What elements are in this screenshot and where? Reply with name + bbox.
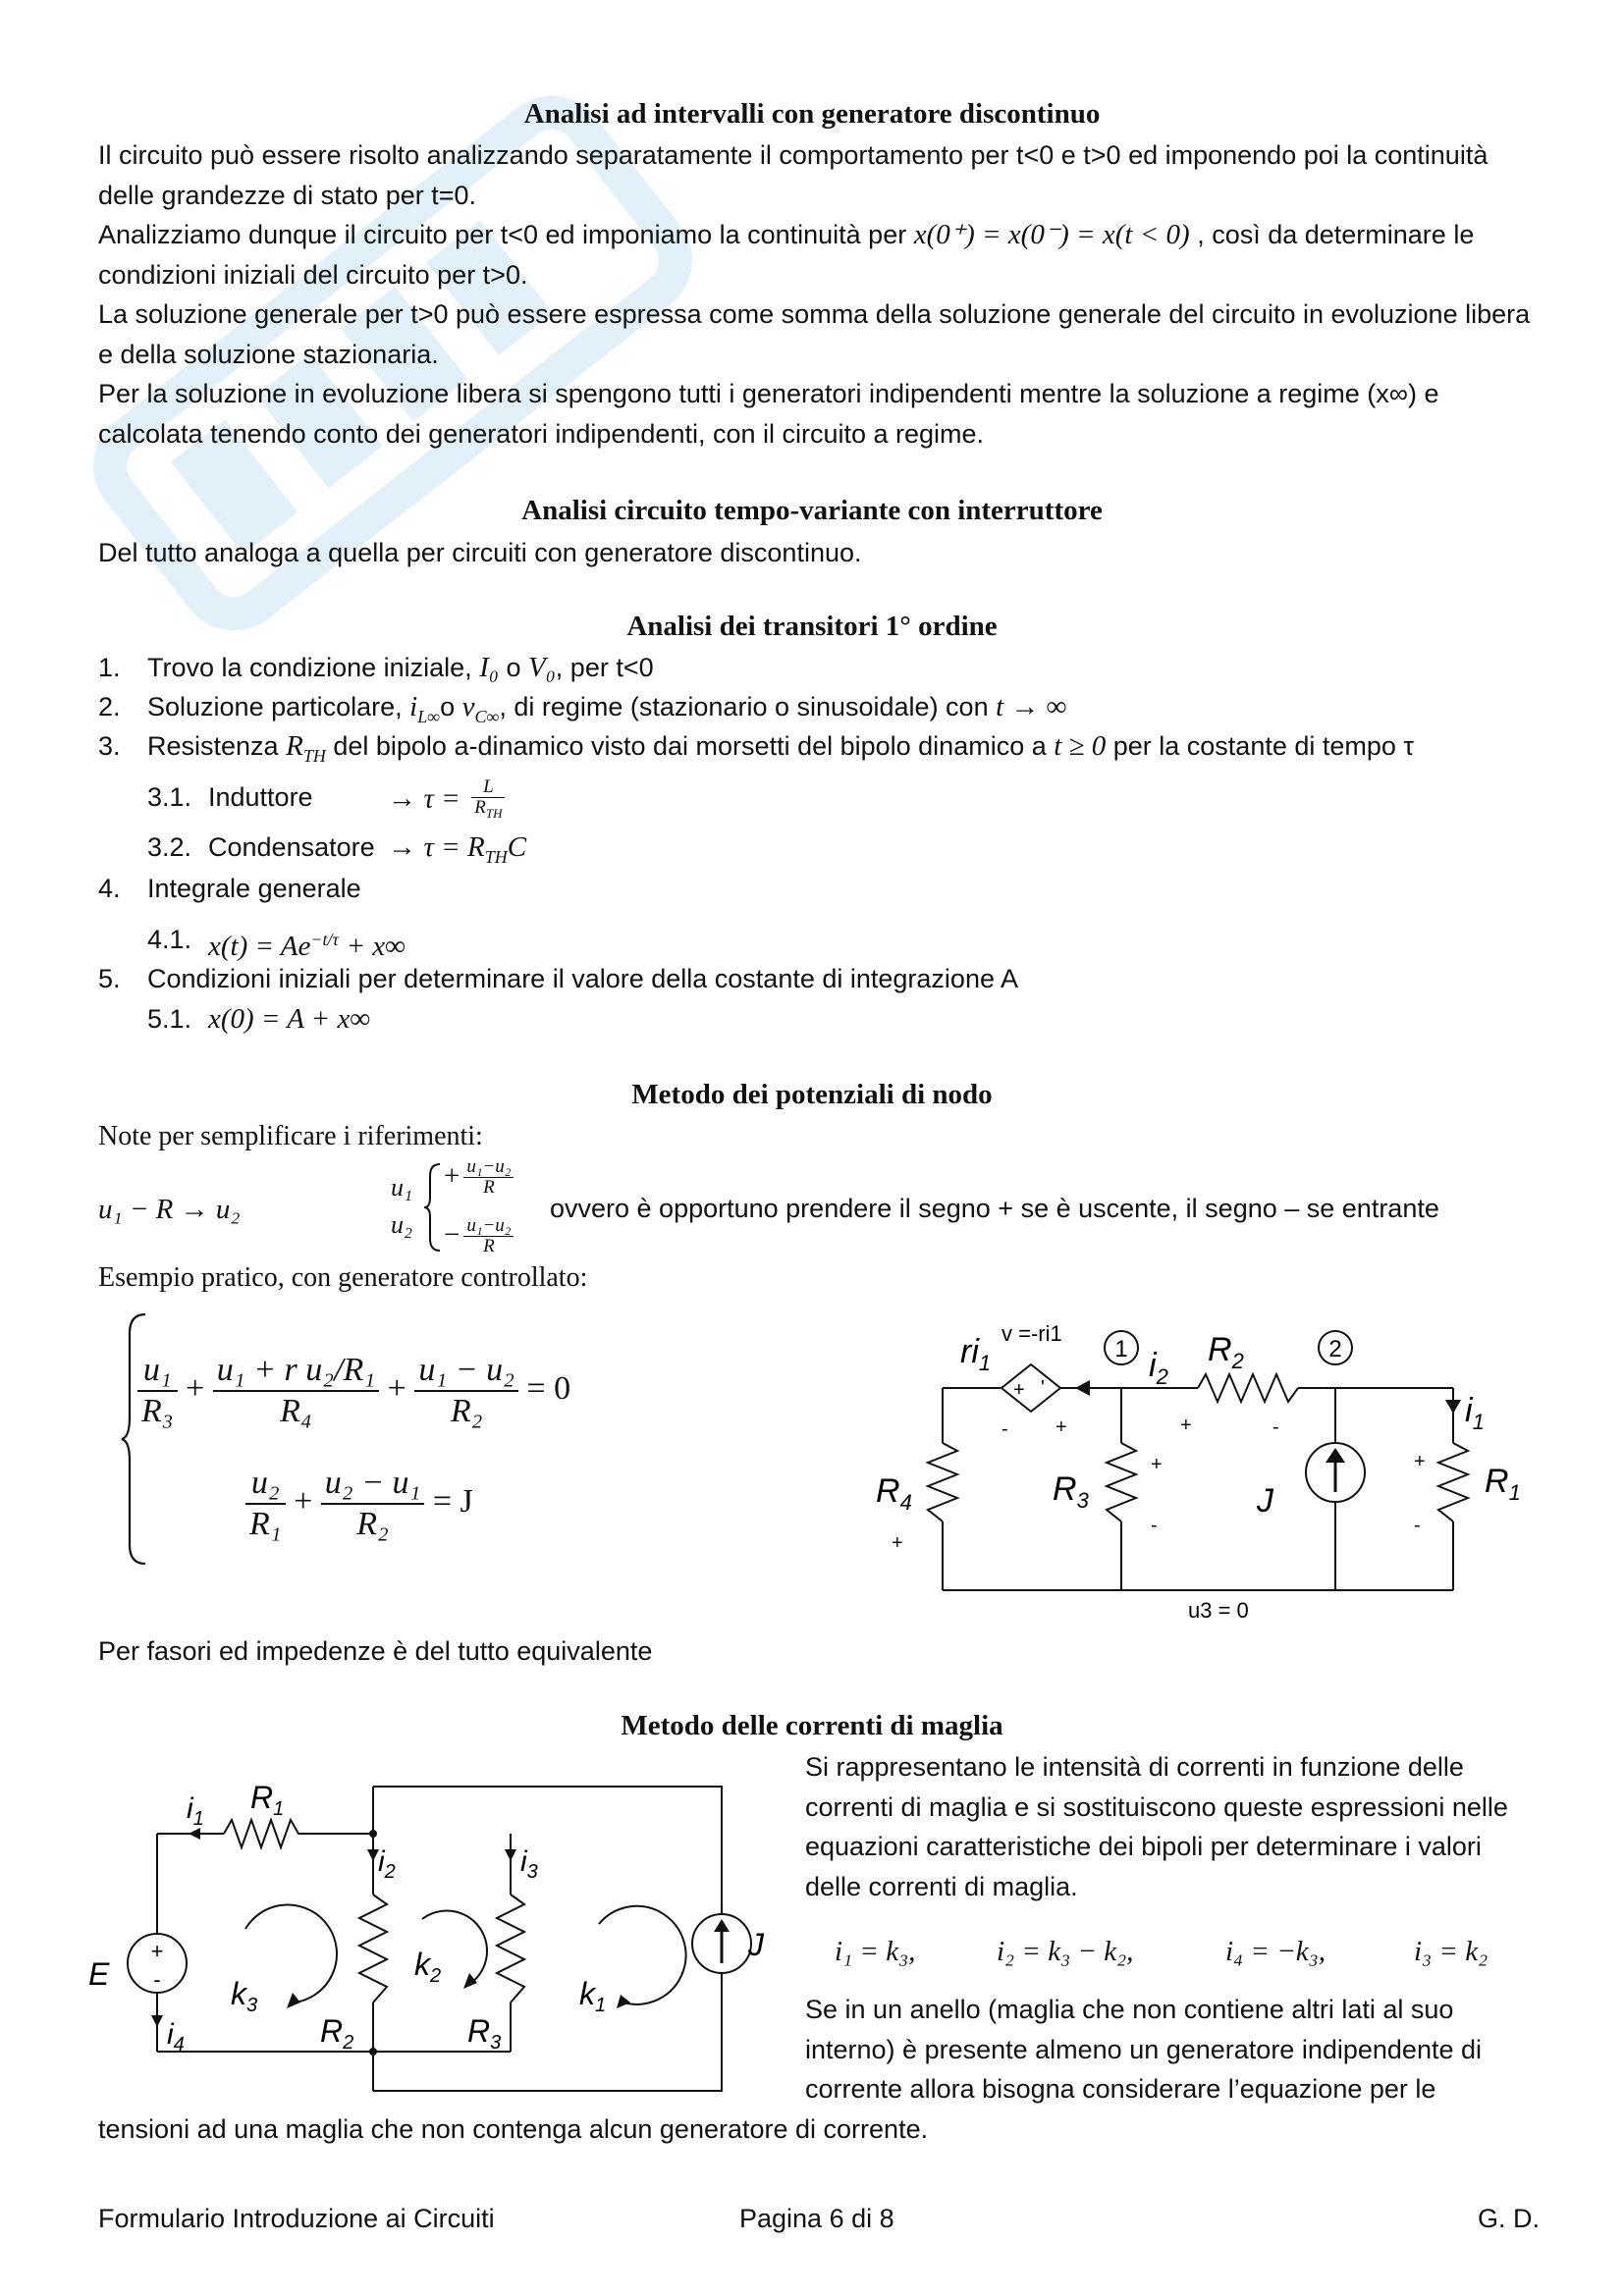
- label-v-eq: v =-ri1: [1001, 1321, 1062, 1346]
- node-1-marker: [1105, 1331, 1138, 1364]
- list-item-3-mid: del bipolo a-dinamico visto dai morsetti del bipolo dinamico a: [333, 731, 1047, 761]
- mesh-para-2: Se in un anello (maglia che non contiene altri lati al suo interno) è presente almeno un generatore indipendente di corrente allora bisogna considerare l’equazione per le: [805, 1995, 1482, 2104]
- list-number-1: 1.: [98, 653, 121, 682]
- node-rule: [98, 1190, 240, 1229]
- para-intervalli-2b: , così da determinare le condizioni iniziali del circuito per t>0.: [98, 220, 1475, 290]
- rule-brace: [424, 1162, 442, 1253]
- rule-minus-den: R: [483, 1236, 495, 1257]
- current-i3-mesh-arrow-icon: [505, 1849, 516, 1861]
- list-item-4: Integrale generale: [147, 874, 361, 903]
- rule-u2: u₂: [391, 1210, 413, 1239]
- junction-dot: [369, 2048, 377, 2056]
- mesh-label-i3: $i_3$: [520, 1845, 538, 1883]
- node-equation-system: [98, 1311, 648, 1567]
- para-intervalli-3: La soluzione generale per t>0 può essere espressa come somma della soluzione generale del circuito in evoluzione libera e della soluzione stazionaria.: [98, 299, 1531, 369]
- eq2-term2-num: u₂ − u₁: [321, 1464, 425, 1505]
- system-brace: [120, 1311, 149, 1567]
- mesh-para-3: tensioni ad una maglia che non contenga alcun generatore di corrente.: [98, 2114, 929, 2144]
- resistor-r3-icon: [1107, 1443, 1136, 1522]
- mesh-equation-3: [1225, 1932, 1326, 1971]
- mesh-k1-loop-icon: [599, 1906, 686, 2004]
- general-integral-exp: −t/τ: [310, 930, 339, 949]
- node-rule-formula: u₁ − R → u₂: [98, 1194, 241, 1225]
- mesh-eq-i1: i₁ = k₃,: [835, 1936, 916, 1967]
- current-i4-mesh-arrow-icon: [151, 2015, 163, 2027]
- list-number-2: 2.: [98, 692, 121, 721]
- tau-capacitor-base: τ = R: [423, 831, 485, 863]
- e-plus-sign: +: [150, 1939, 164, 1963]
- list-item-1-tail: , per t<0: [555, 653, 654, 682]
- mesh-label-k2: $k_2$: [414, 1947, 442, 1987]
- current-source-j-mesh-icon: [692, 1914, 751, 1973]
- list-number-5-1: 5.1.: [147, 1004, 192, 1034]
- label-r2: $R_2$: [1208, 1331, 1244, 1373]
- label-i2: $i_2$: [1149, 1347, 1168, 1389]
- mesh-label-r1: $R_1$: [250, 1780, 285, 1820]
- eq1-term1-den: R₃: [141, 1393, 174, 1429]
- resistor-r4-icon: [928, 1443, 957, 1522]
- para-intervalli-2a: Analizziamo dunque il circuito per t<0 ed imponiamo la continuità per: [98, 220, 907, 249]
- eq2-term1-den: R₁: [249, 1506, 282, 1542]
- t-to-inf: t → ∞: [996, 691, 1067, 722]
- label-ri1: $ri_1$: [960, 1333, 992, 1375]
- tau-inductor-num: L: [471, 777, 505, 798]
- list-item-3-1-formula: [388, 777, 509, 824]
- list-item-1: [147, 648, 654, 687]
- mesh-equation-4: [1414, 1932, 1488, 1971]
- node-equation-1: $\frac{\text{u₁}}{\text{R₃}}$ + $\frac{\text{u₁ + r u₂/R₁}}{\text{R₄}}$ + $\frac{\text{u₁ − u₂}}{\text{R₂}}$ = 0: [137, 1351, 570, 1431]
- rule-plus-term: [444, 1156, 517, 1198]
- general-integral: x(t) = Ae: [208, 931, 311, 962]
- label-u3: u3 = 0: [1188, 1598, 1249, 1623]
- mesh-k1-arrowhead-icon: [617, 1995, 630, 2008]
- general-integral-tail: + x∞: [346, 931, 406, 962]
- eq2-term1-num: u₂: [245, 1464, 286, 1505]
- current-i2-arrow-icon: [1075, 1380, 1090, 1396]
- list-number-3-1: 3.1.: [147, 782, 192, 812]
- list-number-3-2: 3.2.: [147, 832, 192, 862]
- tau-inductor-den-sub: TH: [485, 805, 503, 821]
- para-intervalli-4: Per la soluzione in evoluzione libera si spengono tutti i generatori indipendenti mentre la soluzione a regime (x∞) e calcolata tenendo conto dei generatori indipendenti, con il circuito a regime.: [98, 379, 1439, 449]
- svg-text:+: +: [1056, 1416, 1067, 1438]
- svg-text:+: +: [892, 1532, 903, 1554]
- list-number-3: 3.: [98, 731, 121, 761]
- section-title-transitori: Analisi dei transitori 1° ordine: [626, 611, 998, 642]
- svg-text:+: +: [1180, 1415, 1192, 1436]
- node-equation-2: $\frac{\text{u₂}}{\text{R₁}}$ + $\frac{\text{u₂ − u₁}}{\text{R₂}}$ = J: [245, 1464, 473, 1544]
- node-potential-circuit: [864, 1306, 1551, 1629]
- list-number-4-1: 4.1.: [147, 925, 192, 954]
- i-l-inf-sub: L∞: [417, 706, 441, 726]
- mesh-eq-i2: i₂ = k₃ − k₂,: [997, 1936, 1134, 1967]
- svg-text:-: -: [1151, 1515, 1158, 1536]
- svg-text:': ': [1041, 1377, 1045, 1399]
- eq1-term3-num: u₁ − u₂: [414, 1351, 518, 1392]
- eq2-term2-den: R₂: [356, 1506, 389, 1542]
- section-title-interruttore: Analisi circuito tempo-variante con interruttore: [521, 495, 1103, 526]
- note-riferimenti: Note per semplificare i riferimenti:: [98, 1121, 483, 1151]
- tau-inductor-den-base: R: [474, 797, 486, 818]
- mesh-k3-loop-icon: [245, 1904, 337, 2002]
- list-item-3-1: Induttore: [208, 782, 313, 812]
- list-item-1-or: o: [506, 653, 521, 682]
- list-number-5: 5.: [98, 964, 121, 993]
- continuity-formula: x(0⁺) = x(0⁻) = x(t < 0): [913, 219, 1190, 250]
- i-l-inf-base: i: [409, 691, 418, 722]
- v-c-inf-sub: C∞: [474, 706, 500, 726]
- svg-text:-: -: [1272, 1416, 1279, 1438]
- list-item-2-tail: , di regime (stazionario o sinusoidale) con: [499, 692, 989, 721]
- resistor-r2-mesh-icon: [359, 1895, 387, 2002]
- current-i1-arrow-icon: [1445, 1400, 1461, 1414]
- t-geq-0: t ≥ 0: [1054, 730, 1107, 762]
- dependent-voltage-source-icon: [1001, 1364, 1060, 1412]
- rule-minus-num: u₁−u₂: [463, 1216, 514, 1237]
- label-r4: $R_4$: [876, 1472, 912, 1515]
- rule-plus-sign: +: [444, 1160, 460, 1192]
- eq2-rhs: = J: [432, 1482, 473, 1520]
- voltage-source-e-icon: [128, 1934, 187, 1993]
- initial-current: I₀: [479, 652, 499, 683]
- mesh-label-i1: $i_1$: [187, 1792, 204, 1830]
- svg-text:+: +: [1013, 1379, 1025, 1401]
- footer-page-number: Pagina 6 di 8: [739, 2204, 894, 2233]
- list-item-3-2: Condensatore: [208, 832, 375, 862]
- mesh-label-k3: $k_3$: [231, 1976, 258, 2016]
- r-th-base: R: [286, 730, 303, 762]
- footer-title: Formulario Introduzione ai Circuiti: [98, 2204, 495, 2233]
- r-th: [286, 730, 326, 766]
- resistor-r1-mesh-icon: [224, 1820, 304, 1847]
- arrow-3-2: →: [388, 831, 416, 863]
- example-label: Esempio pratico, con generatore controllato:: [98, 1262, 588, 1293]
- mesh-equation-2: [997, 1932, 1133, 1971]
- resistor-r1-icon: [1438, 1443, 1468, 1522]
- eq1-term2-den: R₄: [280, 1393, 312, 1429]
- svg-text:-: -: [1414, 1515, 1421, 1536]
- mesh-k3-arrowhead-icon: [287, 1993, 300, 2008]
- initial-voltage: V₀: [528, 652, 556, 683]
- list-item-5-1: [208, 999, 370, 1039]
- tau-capacitor: [423, 831, 527, 867]
- v-c-inf: [461, 691, 500, 726]
- mesh-label-k1: $k_1$: [579, 1976, 607, 2016]
- node-2-marker: [1319, 1331, 1352, 1364]
- label-r1: $R_1$: [1485, 1463, 1521, 1505]
- list-item-3-2-formula: [388, 828, 526, 877]
- tau-inductor-fraction: [471, 777, 505, 824]
- list-item-3-text: Resistenza: [147, 731, 279, 761]
- mesh-eq-i4: i₄ = −k₃,: [1225, 1936, 1326, 1967]
- mesh-current-circuit: [79, 1767, 785, 2110]
- mesh-label-r2: $R_2$: [320, 2013, 354, 2054]
- mesh-label-i2: $i_2$: [378, 1845, 396, 1883]
- svg-text:+: +: [1151, 1454, 1163, 1475]
- current-source-j-icon: [1306, 1443, 1365, 1502]
- list-item-2-or: o: [440, 692, 456, 721]
- resistor-r2-icon: [1198, 1374, 1298, 1402]
- svg-text:+: +: [1414, 1451, 1426, 1472]
- tau-capacitor-sub: TH: [484, 846, 508, 867]
- r-th-sub: TH: [302, 745, 326, 766]
- rule-minus-sign: −: [444, 1219, 460, 1251]
- node-2-label: 2: [1328, 1336, 1342, 1362]
- mesh-label-e: E: [88, 1956, 110, 1992]
- para-intervalli-2: [98, 215, 1532, 294]
- section-title-maglia: Metodo delle correnti di maglia: [621, 1710, 1003, 1741]
- list-item-3-tail: per la costante di tempo τ: [1112, 731, 1415, 761]
- tau-capacitor-c: C: [507, 831, 527, 863]
- junction-dot: [369, 1830, 377, 1838]
- v-c-inf-base: v: [461, 691, 475, 722]
- initial-condition-formula: x(0) = A + x∞: [208, 1003, 371, 1035]
- eq1-rhs: = 0: [526, 1369, 571, 1407]
- mesh-k2-arrowhead-icon: [463, 1973, 477, 1989]
- eq1-term1-num: u₁: [137, 1351, 178, 1392]
- list-item-1-text: Trovo la condizione iniziale,: [147, 653, 472, 682]
- list-item-2-text: Soluzione particolare,: [147, 692, 403, 721]
- section-title-potenziali: Metodo dei potenziali di nodo: [631, 1079, 993, 1110]
- rule-minus-term: [444, 1215, 517, 1256]
- list-number-4: 4.: [98, 874, 121, 903]
- mesh-equation-1: [835, 1932, 915, 1971]
- phasor-note: Per fasori ed impedenze è del tutto equivalente: [98, 1636, 653, 1666]
- arrow-3-1: →: [388, 782, 416, 815]
- resistor-r3-mesh-icon: [497, 1895, 524, 2002]
- rule-u1: u₁: [391, 1173, 413, 1201]
- list-item-5: Condizioni iniziali per determinare il valore della costante di integrazione A: [147, 964, 1018, 993]
- label-r3: $R_3$: [1053, 1470, 1089, 1513]
- tau-eq-3-1: τ =: [423, 782, 460, 815]
- rule-plus-fraction: [463, 1157, 514, 1198]
- label-j: J: [1257, 1482, 1273, 1520]
- mesh-label-j: J: [748, 1927, 764, 1962]
- svg-text:-: -: [1001, 1418, 1008, 1440]
- tau-inductor-den: [471, 798, 505, 824]
- eq1-term2-num: u₁ + r u₂/R₁: [213, 1351, 379, 1392]
- para-intervalli-1: Il circuito può essere risolto analizzando separatamente il comportamento per t<0 e t>0 ed imponendo poi la continuità delle grandezze di stato per t=0.: [98, 140, 1489, 210]
- mesh-label-r3: $R_3$: [467, 2013, 502, 2054]
- footer-author: G. D.: [1477, 2204, 1540, 2233]
- rule-minus-fraction: [463, 1216, 514, 1256]
- rule-plus-num: u₁−u₂: [463, 1157, 514, 1178]
- eq1-term3-den: R₂: [450, 1393, 483, 1429]
- label-i1: $i_1$: [1465, 1392, 1485, 1434]
- mesh-para-1: Si rappresentano le intensità di correnti in funzione delle correnti di maglia e si sostituiscono queste espressioni nelle equazioni caratteristiche dei bipoli per determinare i valori delle correnti di maglia.: [805, 1752, 1508, 1901]
- rule-plus-den: R: [483, 1177, 495, 1199]
- node-1-label: 1: [1114, 1336, 1128, 1362]
- para-interruttore: Del tutto analoga a quella per circuiti con generatore discontinuo.: [98, 538, 862, 567]
- e-minus-sign: -: [153, 1967, 161, 1992]
- mesh-eq-i3: i₃ = k₂: [1414, 1936, 1489, 1967]
- list-item-3: [147, 726, 1414, 775]
- rule-explanation: ovvero è opportuno prendere il segno + se è uscente, il segno – se entrante: [550, 1194, 1439, 1223]
- mesh-label-i4: $i_4$: [167, 2018, 185, 2056]
- section-title-intervalli: Analisi ad intervalli con generatore discontinuo: [523, 98, 1101, 130]
- i-l-inf: [409, 691, 441, 726]
